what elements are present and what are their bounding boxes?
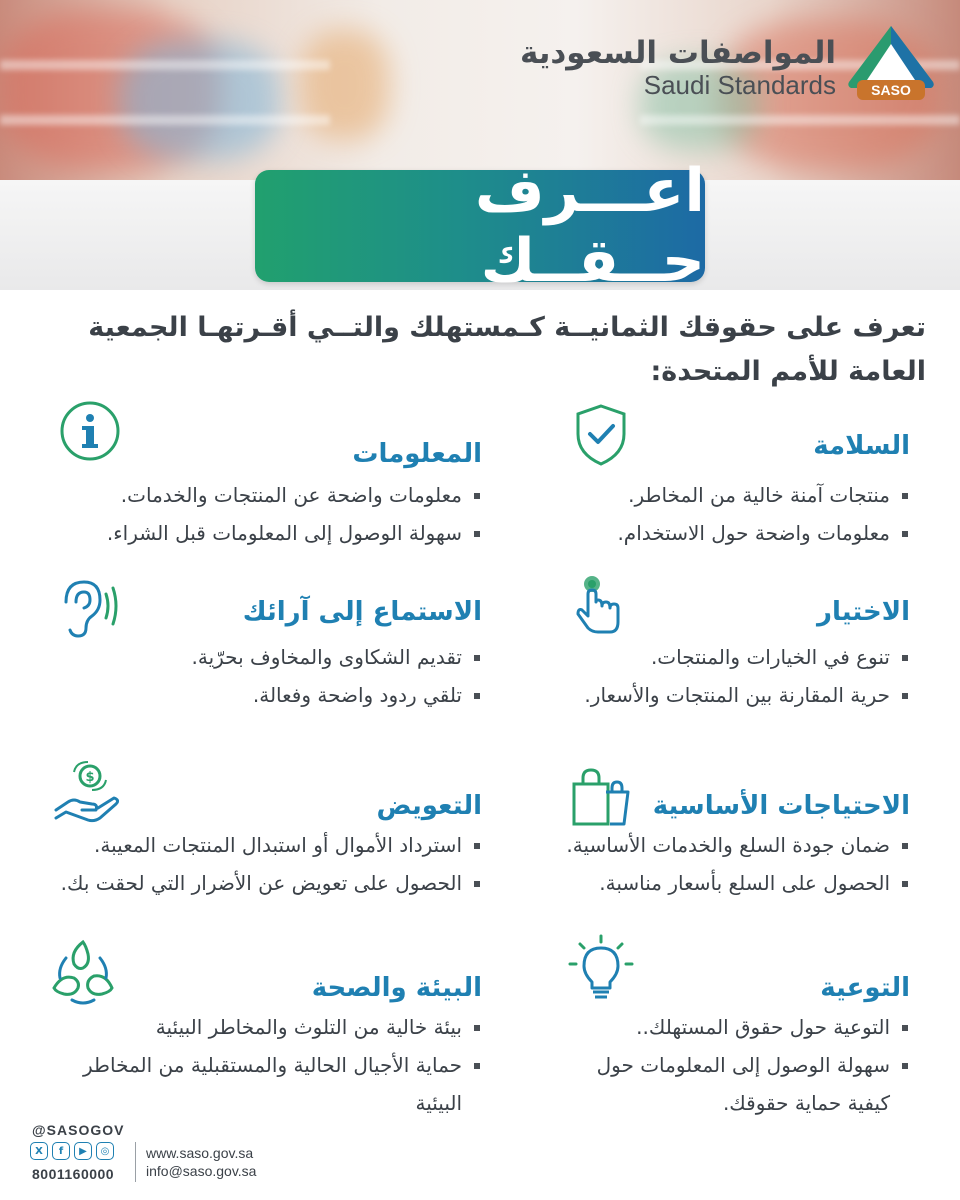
intro-text: تعرف على حقوقك الثمانيــة كـمستهلك والتــي أقـرتهـا الجمعية العامة للأمم المتحدة: xyxy=(88,312,926,387)
list-item: سهولة الوصول إلى المعلومات قبل الشراء. xyxy=(107,514,482,552)
section-heading: الاختيار xyxy=(817,597,910,627)
social-handle[interactable]: @SASOGOV xyxy=(32,1122,125,1138)
list-item: منتجات آمنة خالية من المخاطر. xyxy=(617,476,910,514)
saso-emblem-icon xyxy=(845,22,937,104)
x-icon[interactable]: X xyxy=(30,1142,48,1160)
shopping-bags-icon xyxy=(566,762,636,832)
ear-icon xyxy=(52,572,122,642)
list-item: حرية المقارنة بين المنتجات والأسعار. xyxy=(584,676,910,714)
lightbulb-icon xyxy=(566,934,636,1004)
money-hand-icon xyxy=(52,760,122,830)
list-item: معلومات واضحة حول الاستخدام. xyxy=(617,514,910,552)
recycle-leaves-icon xyxy=(48,938,118,1008)
footer-contacts xyxy=(146,1144,256,1180)
list-item: الحصول على تعويض عن الأضرار التي لحقت بك. xyxy=(61,864,482,902)
list-item: حماية الأجيال الحالية والمستقبلية من المخاطر البيئية xyxy=(37,1046,482,1122)
hand-pointer-icon xyxy=(566,570,636,640)
section-heading: المعلومات xyxy=(352,439,482,469)
section-heading: الاستماع إلى آرائك xyxy=(242,597,482,627)
facebook-icon[interactable]: f xyxy=(52,1142,70,1160)
list-item: تنوع في الخيارات والمنتجات. xyxy=(584,638,910,676)
list-item: الحصول على السلع بأسعار مناسبة. xyxy=(566,864,910,902)
list-item: تلقي ردود واضحة وفعالة. xyxy=(192,676,483,714)
shield-check-icon xyxy=(566,400,636,470)
section-heading: السلامة xyxy=(813,431,910,461)
list-item: التوعية حول حقوق المستهلك.. xyxy=(510,1008,910,1046)
youtube-icon[interactable]: ▶ xyxy=(74,1142,92,1160)
list-item: تقديم الشكاوى والمخاوف بحرّية. xyxy=(192,638,483,676)
email-link[interactable]: info@saso.gov.sa xyxy=(146,1163,257,1179)
section-safety xyxy=(490,430,910,560)
list-item: استرداد الأموال أو استبدال المنتجات المعيبة. xyxy=(61,826,482,864)
section-heading: التعويض xyxy=(376,791,482,821)
brand-name-en: Saudi Standards xyxy=(643,70,836,100)
website-link[interactable]: www.saso.gov.sa xyxy=(146,1145,254,1161)
page-title: اعـــرف حــقــك xyxy=(255,170,705,282)
emblem-label: SASO xyxy=(871,82,911,98)
section-heading: التوعية xyxy=(820,973,910,1003)
phone-number[interactable]: 8001160000 xyxy=(32,1166,115,1182)
instagram-icon[interactable]: ◎ xyxy=(96,1142,114,1160)
brand-logo-text xyxy=(520,36,836,100)
section-heading: البيئة والصحة xyxy=(311,973,482,1003)
list-item: ضمان جودة السلع والخدمات الأساسية. xyxy=(566,826,910,864)
social-links xyxy=(30,1142,114,1160)
footer-divider xyxy=(135,1142,136,1182)
list-item: بيئة خالية من التلوث والمخاطر البيئية xyxy=(37,1008,482,1046)
svg-text:$: $ xyxy=(85,770,95,785)
section-awareness xyxy=(490,972,910,1122)
list-item: سهولة الوصول إلى المعلومات حول كيفية حماية حقوقك. xyxy=(590,1046,910,1122)
section-basic-needs xyxy=(490,790,910,920)
section-choice xyxy=(490,596,910,726)
info-icon xyxy=(55,396,125,466)
list-item: معلومات واضحة عن المنتجات والخدمات. xyxy=(107,476,482,514)
section-heading: الاحتياجات الأساسية xyxy=(652,791,910,821)
brand-name-ar: المواصفات السعودية xyxy=(519,35,836,71)
